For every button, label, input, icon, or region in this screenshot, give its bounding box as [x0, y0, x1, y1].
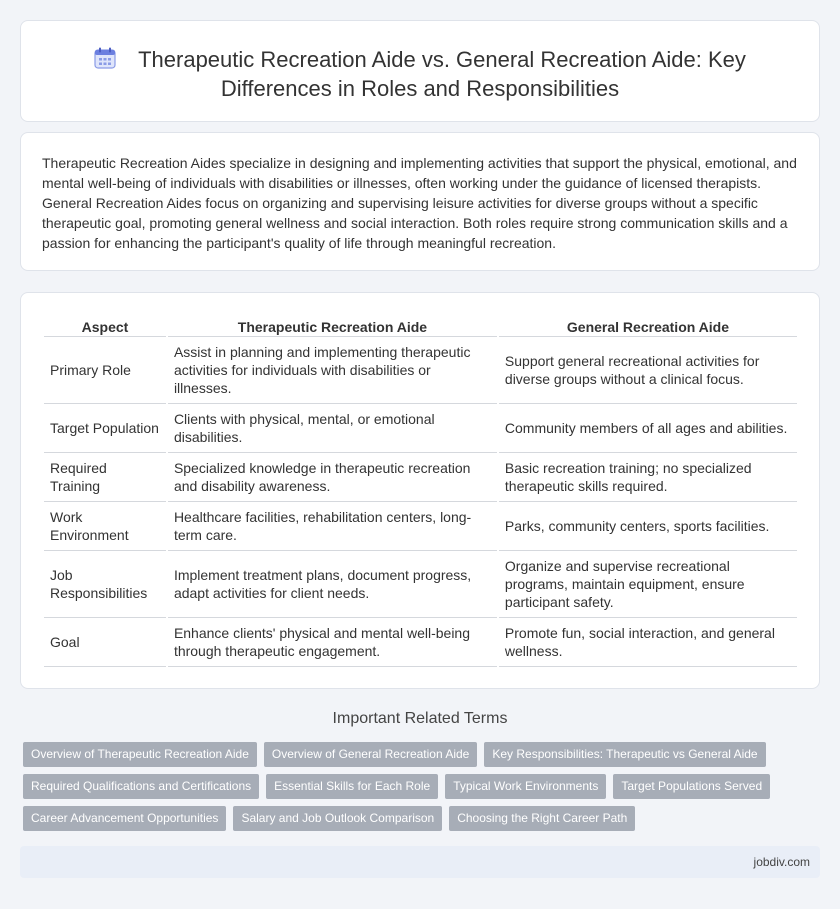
row-aspect: Primary Role — [44, 337, 166, 404]
table-row — [44, 502, 797, 551]
row-therapeutic: Specialized knowledge in therapeutic recreation and disability awareness. — [168, 453, 497, 502]
table-row — [44, 404, 797, 453]
row-therapeutic: Clients with physical, mental, or emotional disabilities. — [168, 404, 497, 453]
related-term-tag[interactable]: Key Responsibilities: Therapeutic vs General Aide — [484, 742, 765, 767]
header-therapeutic: Therapeutic Recreation Aide — [168, 315, 497, 337]
related-terms-list — [23, 742, 803, 831]
row-aspect: Required Training — [44, 453, 166, 502]
row-general: Organize and supervise recreational programs, maintain equipment, ensure participant safety. — [499, 551, 797, 618]
table-row — [44, 453, 797, 502]
footer-site-link[interactable]: jobdiv.com — [753, 855, 810, 869]
related-term-tag[interactable]: Overview of Therapeutic Recreation Aide — [23, 742, 257, 767]
intro-card — [20, 132, 820, 271]
row-general: Parks, community centers, sports facilities. — [499, 502, 797, 551]
related-term-tag[interactable]: Choosing the Right Career Path — [449, 806, 635, 831]
row-aspect: Target Population — [44, 404, 166, 453]
page-title — [21, 45, 819, 103]
related-term-tag[interactable]: Salary and Job Outlook Comparison — [233, 806, 442, 831]
footer — [20, 846, 820, 878]
table-row — [44, 337, 797, 404]
header-general: General Recreation Aide — [499, 315, 797, 337]
table-row — [44, 551, 797, 618]
related-term-tag[interactable]: Overview of General Recreation Aide — [264, 742, 477, 767]
row-therapeutic: Assist in planning and implementing therapeutic activities for individuals with disabilities or illnesses. — [168, 337, 497, 404]
row-therapeutic: Healthcare facilities, rehabilitation centers, long-term care. — [168, 502, 497, 551]
header-aspect: Aspect — [44, 315, 166, 337]
row-general: Basic recreation training; no specialized therapeutic skills required. — [499, 453, 797, 502]
row-therapeutic: Implement treatment plans, document progress, adapt activities for client needs. — [168, 551, 497, 618]
comparison-table — [42, 315, 799, 667]
related-term-tag[interactable]: Essential Skills for Each Role — [266, 774, 438, 799]
related-term-tag[interactable]: Required Qualifications and Certifications — [23, 774, 259, 799]
calendar-icon — [94, 47, 116, 69]
related-term-tag[interactable]: Career Advancement Opportunities — [23, 806, 226, 831]
row-aspect: Goal — [44, 618, 166, 667]
title-text: Therapeutic Recreation Aide vs. General Recreation Aide: Key Differences in Roles and Responsibilities — [138, 47, 746, 101]
intro-paragraph: Therapeutic Recreation Aides specialize in designing and implementing activities that support the physical, emotional, and mental well-being of individuals with disabilities or illnesses, often working under the guidance of licensed therapists. General Recreation Aides focus on organizing and supervising leisure activities for diverse groups without a specific therapeutic goal, promoting general wellness and social interaction. Both roles require strong communication skills and a passion for enhancing the participant's quality of life through meaningful recreation. — [42, 155, 797, 251]
row-therapeutic: Enhance clients' physical and mental well-being through therapeutic engagement. — [168, 618, 497, 667]
row-general: Support general recreational activities for diverse groups without a clinical focus. — [499, 337, 797, 404]
table-header-row — [44, 315, 797, 337]
row-aspect: Work Environment — [44, 502, 166, 551]
related-terms-title: Important Related Terms — [332, 710, 508, 727]
row-aspect: Job Responsibilities — [44, 551, 166, 618]
row-general: Promote fun, social interaction, and general wellness. — [499, 618, 797, 667]
header-card — [20, 20, 820, 122]
related-term-tag[interactable]: Typical Work Environments — [445, 774, 606, 799]
related-term-tag[interactable]: Target Populations Served — [613, 774, 770, 799]
comparison-card — [20, 292, 820, 689]
row-general: Community members of all ages and abilities. — [499, 404, 797, 453]
table-row — [44, 618, 797, 667]
